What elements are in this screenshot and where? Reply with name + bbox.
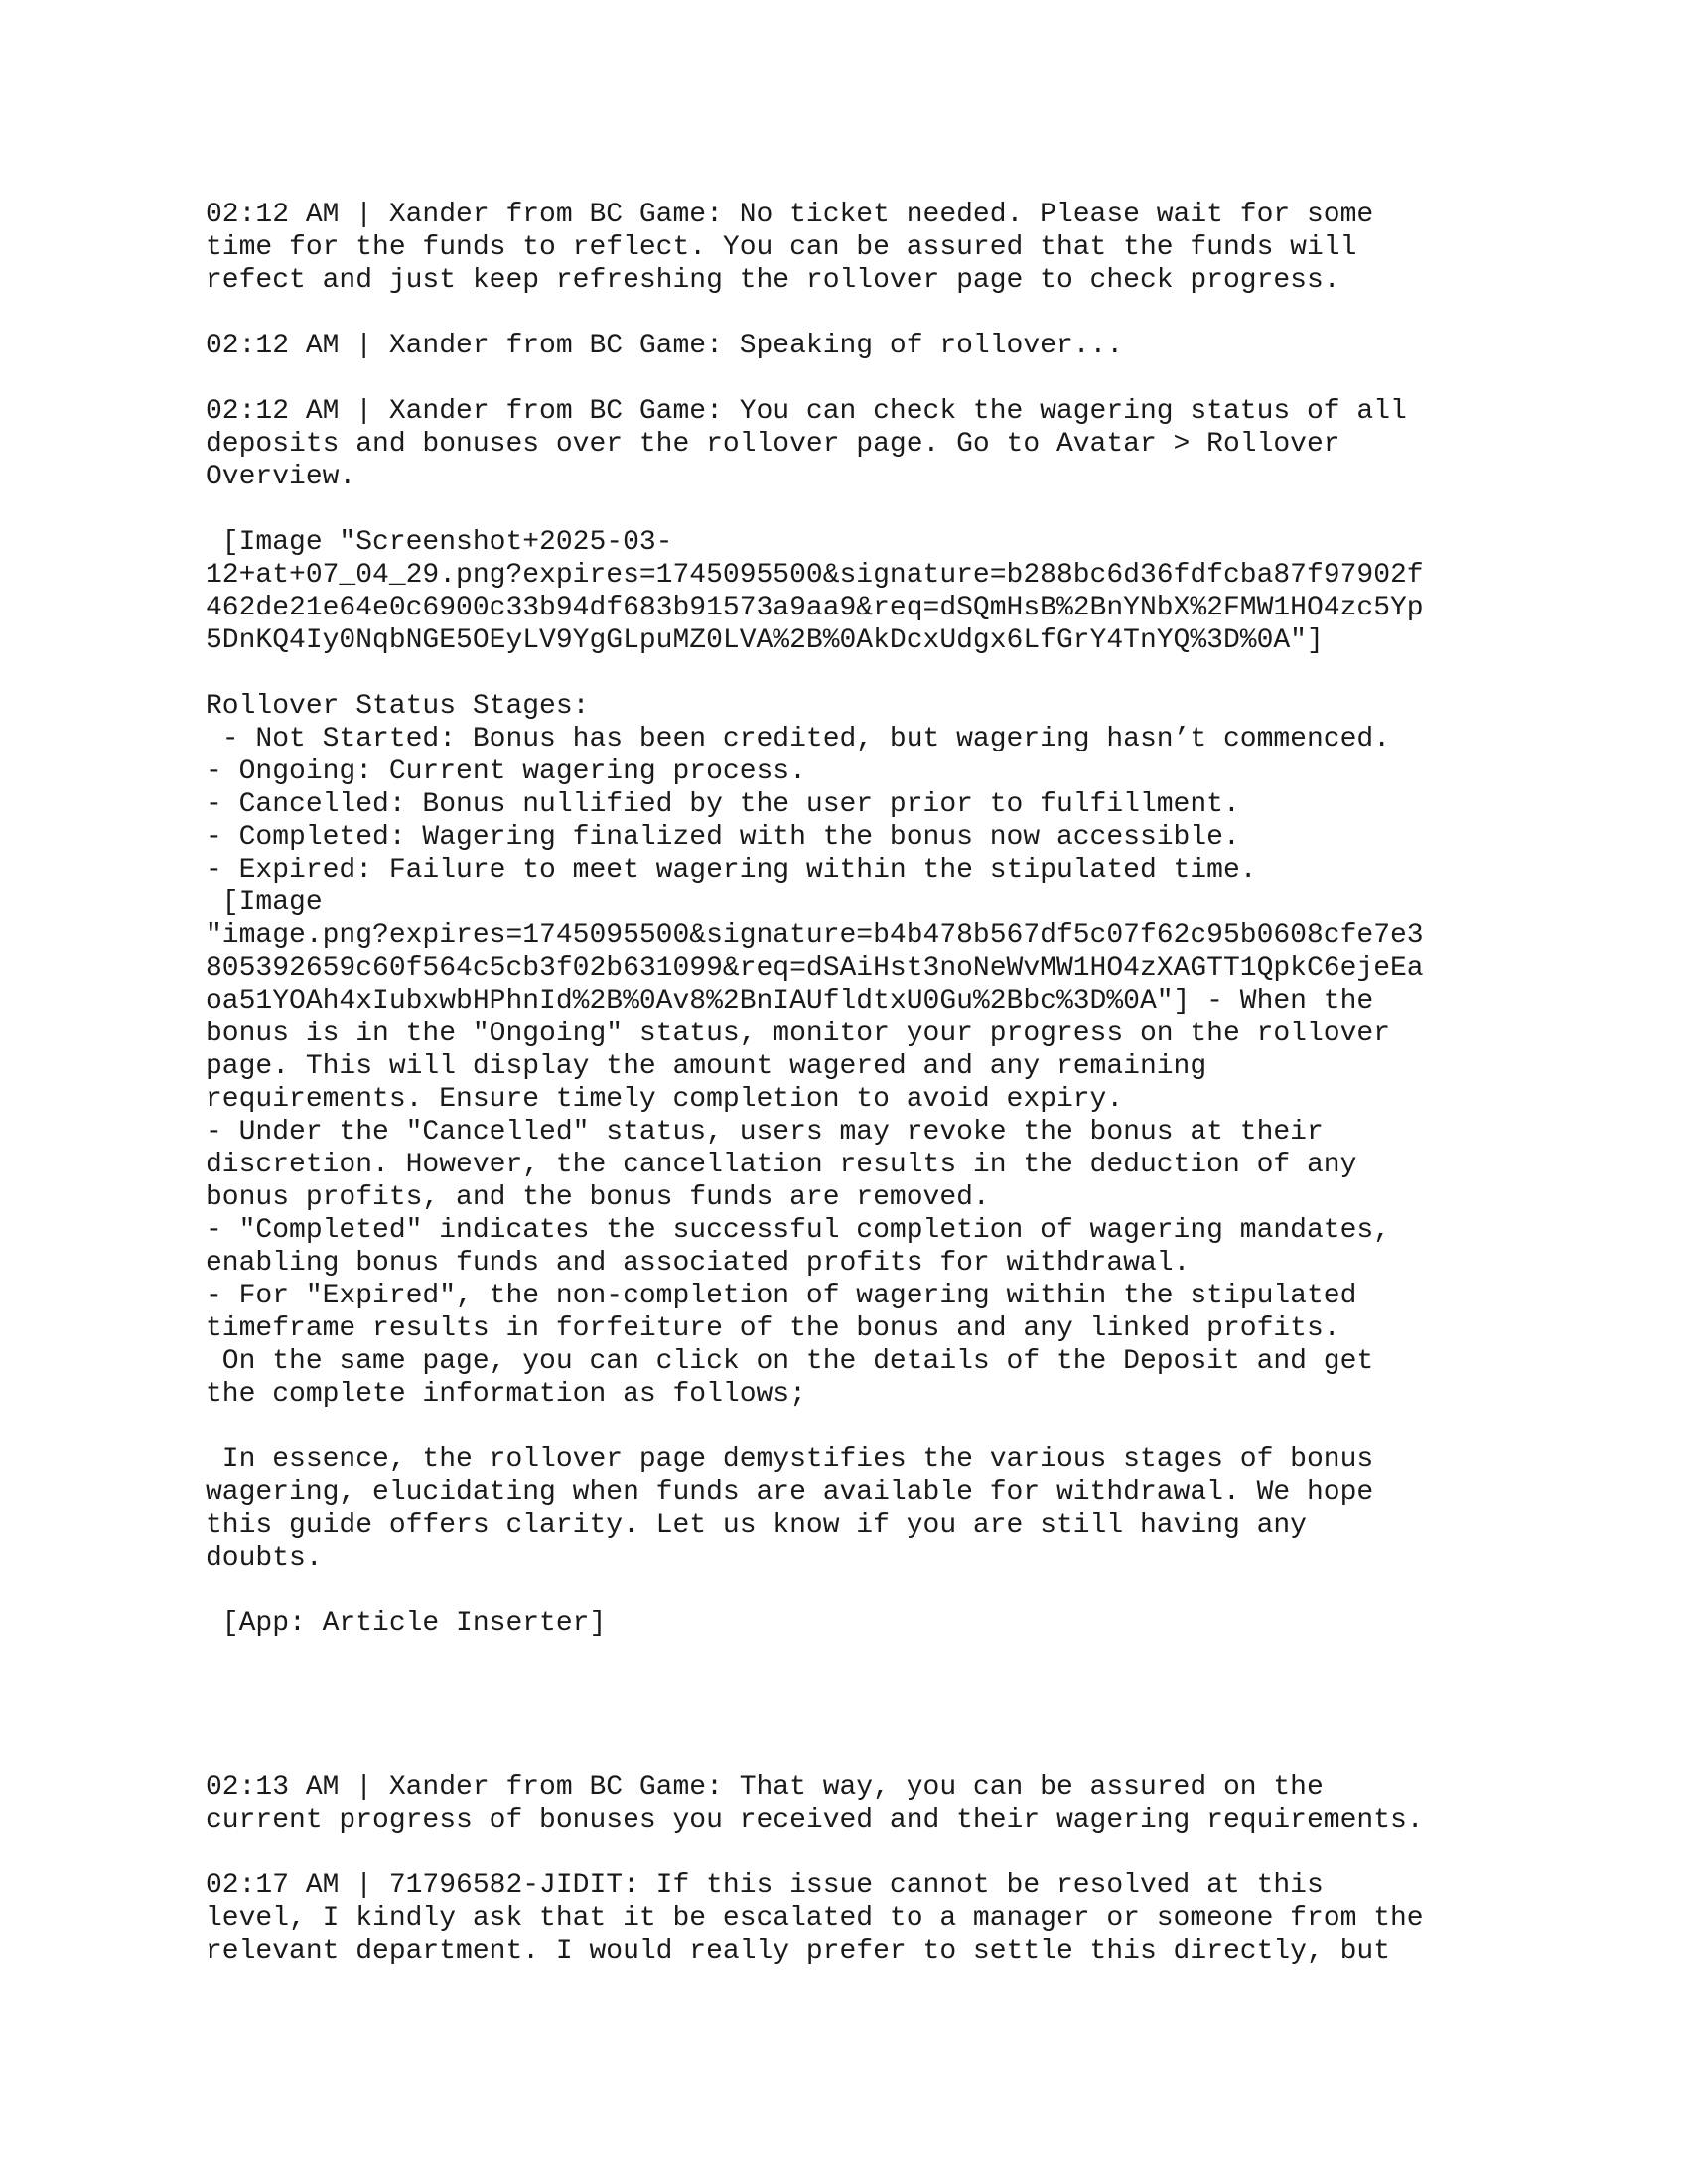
paragraph-gap — [206, 362, 1496, 395]
text-line: time for the funds to reflect. You can be assured that the funds will — [206, 232, 1357, 263]
paragraph-gap — [206, 1640, 1496, 1771]
text-line: timeframe results in forfeiture of the bonus and any linked profits. — [206, 1313, 1340, 1344]
text-line: [Image "Screenshot+2025-03- — [206, 527, 673, 558]
text-line: level, I kindly ask that it be escalated to a manager or someone from the — [206, 1903, 1424, 1934]
text-line: requirements. Ensure timely completion to avoid expiry. — [206, 1084, 1124, 1115]
text-line: bonus is in the "Ongoing" status, monitor your progress on the rollover — [206, 1019, 1390, 1049]
text-line: 462de21e64e0c6900c33b94df683b91573a9aa9&req=dSQmHsB%2BnYNbX%2FMW1HO4zc5Yp — [206, 593, 1424, 623]
text-line: On the same page, you can click on the details of the Deposit and get — [206, 1346, 1374, 1377]
text-line: 02:17 AM | 71796582-JIDIT: If this issue cannot be resolved at this — [206, 1870, 1324, 1901]
text-line: "image.png?expires=1745095500&signature=b4b478b567df5c07f62c95b0608cfe7e3 — [206, 920, 1424, 951]
text-line: - Ongoing: Current wagering process. — [206, 756, 806, 787]
text-line: - Under the "Cancelled" status, users may revoke the bonus at their — [206, 1117, 1324, 1148]
image-reference — [206, 526, 1496, 657]
text-line: [App: Article Inserter] — [206, 1608, 607, 1639]
text-line: oa51YOAh4xIubxwbHPhnId%2B%0Av8%2BnIAUfldtxU0Gu%2Bbc%3D%0A"] - When the — [206, 986, 1374, 1017]
text-line: - Completed: Wagering finalized with the bonus now accessible. — [206, 822, 1240, 853]
paragraph-gap — [206, 1574, 1496, 1607]
chat-message — [206, 395, 1496, 493]
text-line: discretion. However, the cancellation results in the deduction of any — [206, 1150, 1357, 1180]
text-line: - For "Expired", the non-completion of wagering within the stipulated — [206, 1281, 1357, 1311]
text-line: - Not Started: Bonus has been credited, but wagering hasn’t commenced. — [206, 724, 1390, 754]
text-line: enabling bonus funds and associated profits for withdrawal. — [206, 1248, 1191, 1279]
text-line: [Image — [206, 887, 323, 918]
chat-message — [206, 199, 1496, 297]
text-line: current progress of bonuses you received and their wagering requirements. — [206, 1805, 1424, 1836]
text-line: In essence, the rollover page demystifies the various stages of bonus — [206, 1444, 1374, 1475]
text-line: Overview. — [206, 462, 356, 492]
text-line: - "Completed" indicates the successful completion of wagering mandates, — [206, 1215, 1390, 1246]
text-line: 02:12 AM | Xander from BC Game: Speaking of rollover... — [206, 331, 1124, 361]
text-line: refect and just keep refreshing the rollover page to check progress. — [206, 265, 1340, 296]
transcript-body — [206, 199, 1496, 1968]
text-line: this guide offers clarity. Let us know if you are still having any — [206, 1510, 1307, 1541]
paragraph-gap — [206, 297, 1496, 330]
rollover-status-section — [206, 690, 1496, 1411]
text-line: relevant department. I would really prefer to settle this directly, but — [206, 1936, 1390, 1967]
text-line: wagering, elucidating when funds are available for withdrawal. We hope — [206, 1477, 1374, 1508]
text-line: bonus profits, and the bonus funds are removed. — [206, 1182, 990, 1213]
text-line: Rollover Status Stages: — [206, 691, 590, 722]
chat-message — [206, 1869, 1496, 1968]
text-line: 12+at+07_04_29.png?expires=1745095500&signature=b288bc6d36fdfcba87f97902f — [206, 560, 1424, 591]
paragraph-gap — [206, 493, 1496, 526]
text-line: 02:12 AM | Xander from BC Game: No ticket needed. Please wait for some — [206, 200, 1374, 230]
app-inserter-note — [206, 1607, 1496, 1640]
paragraph-gap — [206, 1411, 1496, 1443]
text-line: - Cancelled: Bonus nullified by the user prior to fulfillment. — [206, 789, 1240, 820]
text-line: 02:13 AM | Xander from BC Game: That way, you can be assured on the — [206, 1772, 1324, 1803]
text-line: 5DnKQ4Iy0NqbNGE5OEyLV9YgGLpuMZ0LVA%2B%0AkDcxUdgx6LfGrY4TnYQ%3D%0A"] — [206, 625, 1324, 656]
paragraph-gap — [206, 657, 1496, 690]
text-line: 02:12 AM | Xander from BC Game: You can check the wagering status of all — [206, 396, 1407, 427]
text-line: doubts. — [206, 1543, 323, 1573]
text-line: - Expired: Failure to meet wagering within the stipulated time. — [206, 855, 1257, 886]
text-line: page. This will display the amount wagered and any remaining — [206, 1051, 1207, 1082]
text-line: the complete information as follows; — [206, 1379, 806, 1410]
summary-paragraph — [206, 1443, 1496, 1574]
chat-message — [206, 1771, 1496, 1837]
text-line: deposits and bonuses over the rollover page. Go to Avatar > Rollover — [206, 429, 1340, 460]
text-line: 805392659c60f564c5cb3f02b631099&req=dSAiHst3noNeWvMW1HO4zXAGTT1QpkC6ejeEa — [206, 953, 1424, 984]
paragraph-gap — [206, 1837, 1496, 1869]
chat-message — [206, 330, 1496, 362]
